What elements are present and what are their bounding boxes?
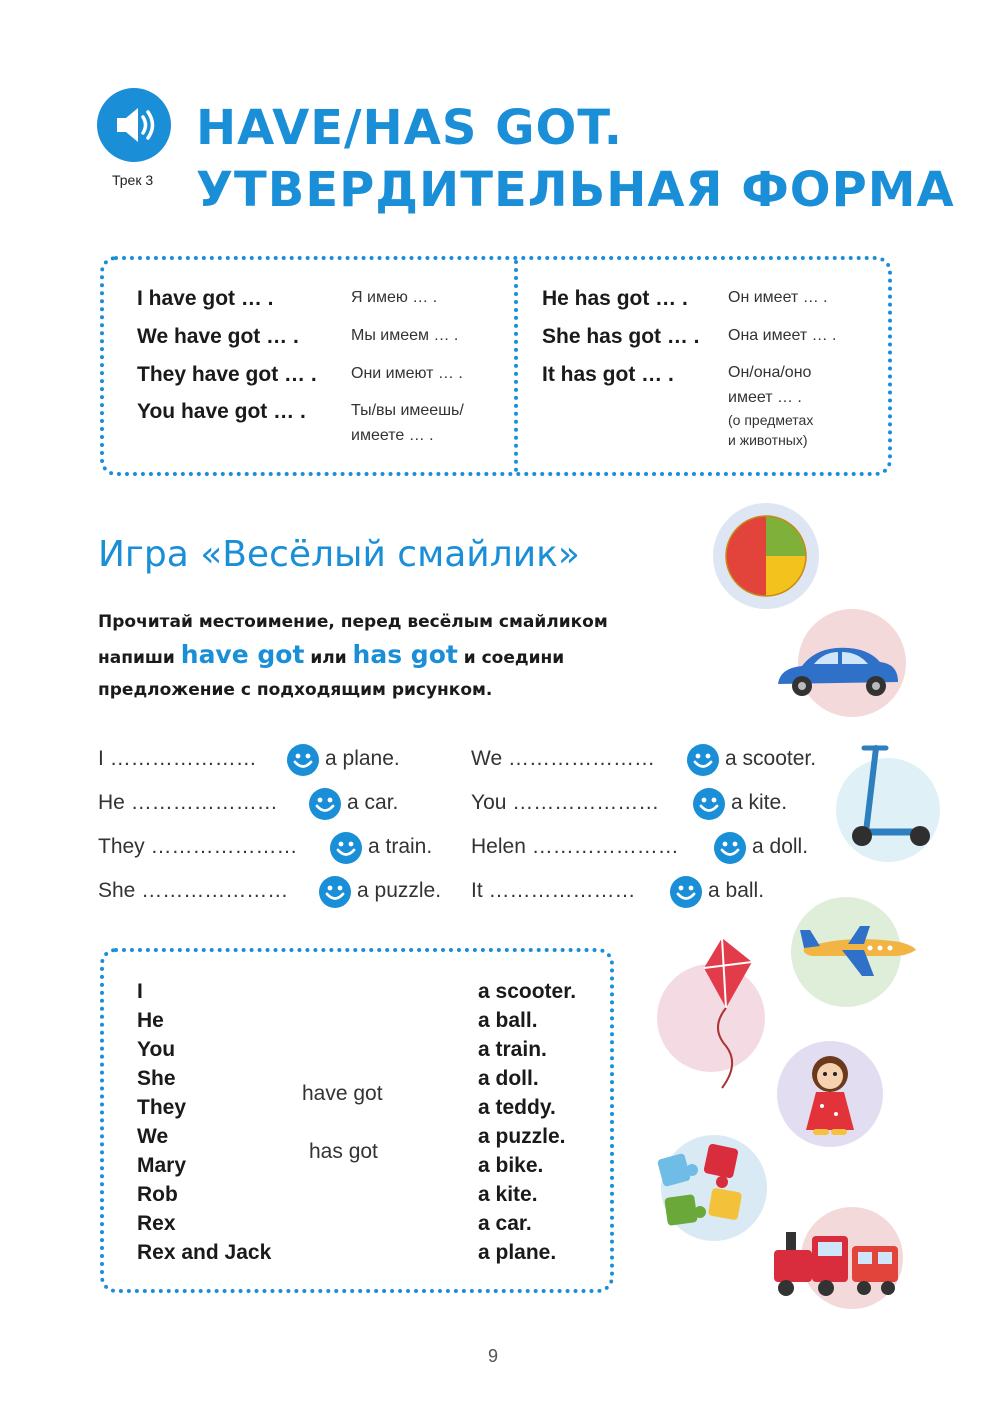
- conj-right-ru-2a: Он/она/оно: [728, 364, 812, 381]
- instruction-line-1: Прочитай местоимение, перед весёлым смайликом: [98, 612, 608, 632]
- exercise-object: a plane.: [325, 747, 400, 770]
- track-label: Трек 3: [112, 172, 154, 188]
- answer-blank[interactable]: …………………: [109, 747, 257, 770]
- puzzle-picture[interactable]: [648, 1134, 768, 1242]
- train-picture[interactable]: [766, 1206, 906, 1310]
- exercise-object: a kite.: [731, 791, 788, 814]
- exercise-object: a scooter.: [725, 747, 817, 770]
- exercise-left-0: [98, 747, 257, 771]
- table-subject: She: [137, 1067, 176, 1090]
- exercise-object: a puzzle.: [357, 879, 442, 902]
- conj-right-ru-2b: имеет … .: [728, 389, 802, 406]
- conj-right-note-b: и животных): [728, 432, 808, 448]
- doll-picture[interactable]: [776, 1040, 884, 1148]
- scooter-picture[interactable]: [834, 742, 942, 864]
- conj-left-ru-1: Мы имеем … .: [351, 327, 459, 344]
- table-subject: We: [137, 1125, 169, 1148]
- table-subject: He: [137, 1009, 164, 1032]
- exercise-right-1: [471, 791, 659, 815]
- instruction-mid: или: [304, 648, 353, 668]
- exercise-right-3: [471, 879, 636, 903]
- table-verb-has-got: has got: [309, 1140, 378, 1163]
- conj-right-ru-0: Он имеет … .: [728, 289, 828, 306]
- table-object: a train.: [478, 1038, 547, 1061]
- table-subject: Rob: [137, 1183, 178, 1206]
- table-object: a ball.: [478, 1009, 538, 1032]
- exercise-right-2: [471, 835, 679, 859]
- exercise-subject: Helen: [471, 835, 526, 858]
- answer-blank[interactable]: …………………: [507, 747, 655, 770]
- smiley-icon: [669, 875, 703, 909]
- exercise-subject: They: [98, 835, 145, 858]
- exercise-object: a train.: [368, 835, 433, 858]
- conj-left-en-2: They have got … .: [137, 363, 317, 386]
- instruction-line-3: предложение с подходящим рисунком.: [98, 680, 493, 700]
- smiley-icon: [329, 831, 363, 865]
- table-subject: They: [137, 1096, 187, 1119]
- answer-blank[interactable]: …………………: [141, 879, 289, 902]
- conj-right-note-a: (о предметах: [728, 412, 814, 428]
- smiley-icon: [692, 787, 726, 821]
- table-object: a car.: [478, 1212, 532, 1235]
- exercise-left-2: [98, 835, 298, 859]
- speaker-icon: [97, 88, 171, 162]
- table-object: a plane.: [478, 1241, 557, 1264]
- page-title-line-1: HAVE/HAS GOT.: [196, 100, 624, 156]
- conj-left-ru-3a: Ты/вы имеешь/: [351, 402, 464, 419]
- exercise-subject: He: [98, 791, 125, 814]
- table-object: a kite.: [478, 1183, 538, 1206]
- exercise-subject: She: [98, 879, 136, 902]
- conj-left-ru-0: Я имею … .: [351, 289, 438, 306]
- highlight-have-got: have got: [180, 640, 305, 669]
- instruction-line-2: [98, 640, 564, 669]
- exercise-subject: We: [471, 747, 503, 770]
- table-subject: I: [137, 980, 143, 1003]
- conj-right-en-0: He has got … .: [542, 287, 688, 310]
- instruction-pre: напиши: [98, 648, 181, 668]
- exercise-left-1: [98, 791, 278, 815]
- table-subject: You: [137, 1038, 176, 1061]
- smiley-icon: [713, 831, 747, 865]
- conj-right-en-2: It has got … .: [542, 363, 674, 386]
- answer-blank[interactable]: …………………: [531, 835, 679, 858]
- exercise-subject: I: [98, 747, 104, 770]
- table-object: a teddy.: [478, 1096, 556, 1119]
- kite-picture[interactable]: [656, 936, 766, 1092]
- exercise-subject: It: [471, 879, 483, 902]
- conj-left-ru-2: Они имеют … .: [351, 365, 463, 382]
- table-subject: Mary: [137, 1154, 187, 1177]
- exercise-object: a ball.: [708, 879, 765, 902]
- smiley-icon: [308, 787, 342, 821]
- answer-blank[interactable]: …………………: [512, 791, 660, 814]
- answer-blank[interactable]: …………………: [488, 879, 636, 902]
- conj-left-en-3: You have got … .: [137, 400, 306, 423]
- table-object: a bike.: [478, 1154, 544, 1177]
- table-subject: Rex and Jack: [137, 1241, 272, 1264]
- table-verb-have-got: have got: [302, 1082, 383, 1105]
- conj-left-en-0: I have got … .: [137, 287, 274, 310]
- game-title: Игра «Весёлый смайлик»: [98, 534, 580, 575]
- ball-picture[interactable]: [712, 502, 820, 610]
- table-object: a doll.: [478, 1067, 539, 1090]
- smiley-icon: [318, 875, 352, 909]
- smiley-icon: [686, 743, 720, 777]
- page-title-line-2: УТВЕРДИТЕЛЬНАЯ ФОРМА: [196, 162, 955, 218]
- exercise-subject: You: [471, 791, 507, 814]
- conj-left-ru-3b: имеете … .: [351, 427, 434, 444]
- conjugation-divider: [514, 260, 518, 472]
- conj-left-en-1: We have got … .: [137, 325, 299, 348]
- table-subject: Rex: [137, 1212, 176, 1235]
- answer-blank[interactable]: …………………: [150, 835, 298, 858]
- exercise-object: a car.: [347, 791, 399, 814]
- answer-blank[interactable]: …………………: [130, 791, 278, 814]
- conj-right-ru-1: Она имеет … .: [728, 327, 837, 344]
- car-picture[interactable]: [772, 608, 906, 718]
- exercise-left-3: [98, 879, 288, 903]
- page-number: 9: [488, 1346, 499, 1366]
- audio-play-button[interactable]: [97, 88, 171, 162]
- exercise-right-0: [471, 747, 655, 771]
- conj-right-en-1: She has got … .: [542, 325, 700, 348]
- table-object: a puzzle.: [478, 1125, 566, 1148]
- instruction-post: и соедини: [457, 648, 565, 668]
- plane-picture[interactable]: [790, 896, 924, 1008]
- exercise-object: a doll.: [752, 835, 809, 858]
- highlight-has-got: has got: [352, 640, 458, 669]
- smiley-icon: [286, 743, 320, 777]
- table-object: a scooter.: [478, 980, 577, 1003]
